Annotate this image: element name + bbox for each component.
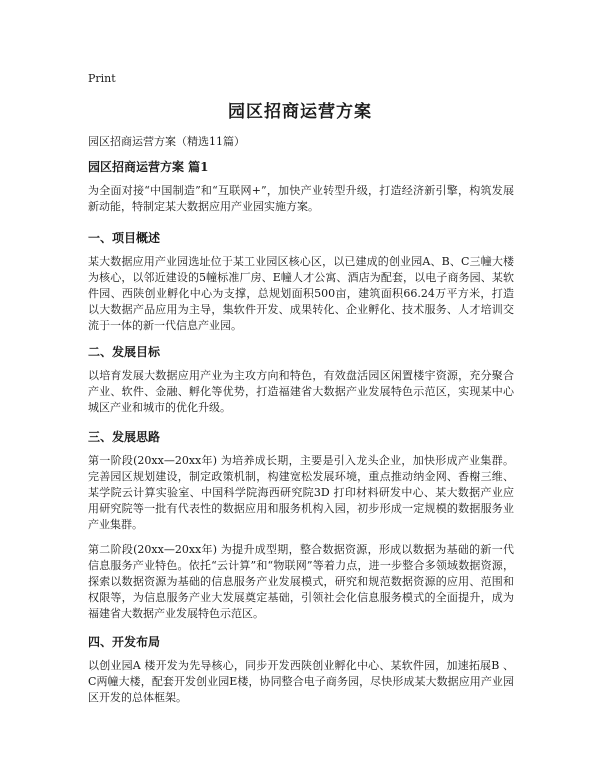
- overview-paragraph: 某大数据应用产业园选址位于某工业园区核心区，以已建成的创业园A、B、C三幢大楼为核心，以邻近建设的5幢标准厂房、E幢人才公寓、酒店为配套，以电子商务园、某软件园、西陕创业孵化中心为支撑，总规划面积500亩，建筑面积66.24万平方米，打造以大数据产品应用为主导，集软件开发、成果转化、企业孵化、技术服务、人才培训交流于一体的新一代信息产业园。: [88, 255, 514, 332]
- section-heading-goals: 二、发展目标: [88, 345, 161, 359]
- print-label: Print: [88, 72, 116, 85]
- approach-phase1-paragraph: 第一阶段(20xx—20xx年) 为培养成长期，主要是引入龙头企业，加快形成产业集群。完善园区规划建设，制定政策机制，构建宽松发展环境，重点推动纳金网、香榭三维、某学院云计算实验室、中国科学院海西研究院3D 打印材料研发中心、某大数据产业应用研究院等一批有代表性的数据应用和服务机构入园，初步形成一定规模的数据服务业产业集群。: [88, 454, 514, 531]
- section-heading-overview: 一、项目概述: [88, 231, 161, 245]
- goals-paragraph: 以培育发展大数据应用产业为主攻方向和特色，有效盘活园区闲置楼宇资源，充分聚合产业、软件、金融、孵化等优势，打造福建省大数据产业发展特色示范区，实现某中心城区产业和城市的优化升级。: [88, 369, 514, 414]
- intro-paragraph: 为全面对接“中国制造”和“互联网+”，加快产业转型升级，打造经济新引擎，构筑发展新动能，特制定某大数据应用产业园实施方案。: [88, 184, 514, 213]
- layout-paragraph: 以创业园A 楼开发为先导核心，同步开发西陕创业孵化中心、某软件园，加速拓展B 、C两幢大楼，配套开发创业园E楼，协同整合电子商务园，尽快形成某大数据应用产业园区开发的总体框架。: [88, 659, 514, 704]
- article-heading: 园区招商运营方案 篇1: [88, 160, 209, 174]
- document-title: 园区招商运营方案: [228, 102, 372, 122]
- document-subtitle: 园区招商运营方案（精选11篇）: [88, 135, 245, 148]
- section-heading-approach: 三、发展思路: [88, 430, 161, 444]
- approach-phase2-paragraph: 第二阶段(20xx—20xx年) 为提升成型期，整合数据资源，形成以数据为基础的新一代信息服务产业特色。依托“云计算”和“物联网”等着力点，进一步整合多领域数据资源，探索以数据资源为基础的信息服务产业发展模式，研究和规范数据资源的应用、范围和权限等，为信息服务产业大发展奠定基础，引领社会化信息服务模式的全面提升，成为福建省大数据产业发展特色示范区。: [88, 543, 514, 620]
- section-heading-layout: 四、开发布局: [88, 635, 161, 649]
